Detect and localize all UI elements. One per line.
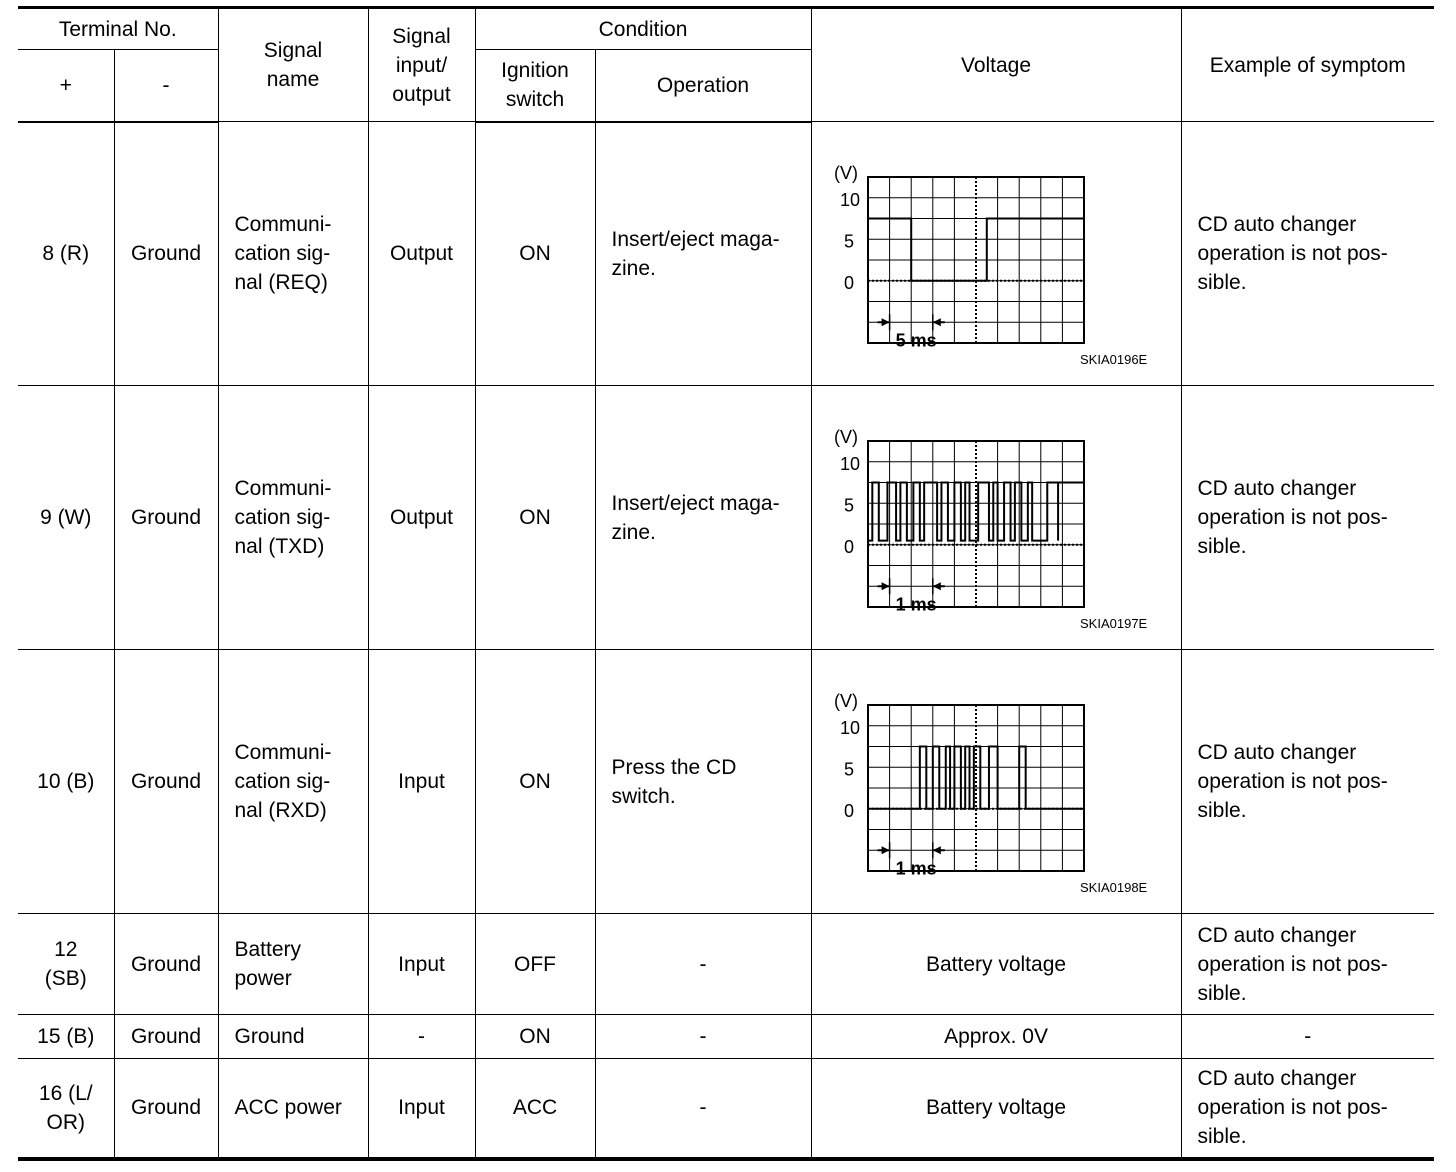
time-scale-label: 1 ms — [895, 858, 937, 879]
plus-cell: 12 (SB) — [18, 914, 114, 1015]
voltage-waveform-cell — [811, 386, 1181, 650]
signal-cell: Communi- cation sig- nal (REQ) — [218, 122, 368, 386]
minus-header: - — [114, 50, 218, 122]
io-cell: Input — [368, 914, 475, 1015]
io-cell: Output — [368, 386, 475, 650]
voltage-cell: Approx. 0V — [811, 1015, 1181, 1059]
voltage-cell: Battery voltage — [811, 1059, 1181, 1159]
ignition-cell: OFF — [475, 914, 595, 1015]
symptom-cell: - — [1181, 1015, 1434, 1059]
minus-cell: Ground — [114, 386, 218, 650]
signal-cell: Ground — [218, 1015, 368, 1059]
y-tick-label: 5 — [843, 231, 854, 252]
symptom-cell: CD auto changer operation is not pos- sible. — [1181, 122, 1434, 386]
oscilloscope-waveform — [812, 386, 1180, 648]
minus-cell: Ground — [114, 650, 218, 914]
unit-label: (V) — [833, 163, 858, 183]
symptom-cell: CD auto changer operation is not pos- sible. — [1181, 386, 1434, 650]
unit-label: (V) — [833, 427, 858, 447]
y-tick-label: 5 — [843, 759, 854, 780]
ignition-header: Ignition switch — [475, 50, 595, 122]
io-cell: Output — [368, 122, 475, 386]
voltage-waveform-cell — [811, 650, 1181, 914]
signal-name-header: Signal name — [218, 8, 368, 122]
table-row — [18, 122, 1434, 386]
operation-cell: Press the CD switch. — [595, 650, 811, 914]
terminal-table — [18, 6, 1434, 1161]
voltage-waveform-cell — [811, 122, 1181, 386]
symptom-cell: CD auto changer operation is not pos- sible. — [1181, 650, 1434, 914]
io-cell: - — [368, 1015, 475, 1059]
ignition-cell: ON — [475, 386, 595, 650]
operation-cell: - — [595, 1059, 811, 1159]
y-tick-label: 0 — [843, 536, 854, 557]
operation-cell: Insert/eject maga- zine. — [595, 386, 811, 650]
y-tick-label: 10 — [839, 453, 860, 474]
symptom-cell: CD auto changer operation is not pos- sible. — [1181, 1059, 1434, 1159]
plus-cell: 10 (B) — [18, 650, 114, 914]
symptom-header: Example of symptom — [1181, 8, 1434, 122]
io-cell: Input — [368, 650, 475, 914]
signal-io-header: Signal input/ output — [368, 8, 475, 122]
plus-cell: 16 (L/ OR) — [18, 1059, 114, 1159]
table-row — [18, 1059, 1434, 1159]
figure-code: SKIA0198E — [1079, 880, 1147, 895]
signal-cell: Communi- cation sig- nal (TXD) — [218, 386, 368, 650]
voltage-cell: Battery voltage — [811, 914, 1181, 1015]
figure-code: SKIA0197E — [1079, 616, 1147, 631]
operation-cell: Insert/eject maga- zine. — [595, 122, 811, 386]
y-tick-label: 5 — [843, 495, 854, 516]
signal-cell: Battery power — [218, 914, 368, 1015]
time-scale-label: 5 ms — [895, 330, 937, 351]
voltage-header: Voltage — [811, 8, 1181, 122]
ignition-cell: ACC — [475, 1059, 595, 1159]
y-tick-label: 0 — [843, 800, 854, 821]
operation-cell: - — [595, 1015, 811, 1059]
minus-cell: Ground — [114, 914, 218, 1015]
y-tick-label: 0 — [843, 272, 854, 293]
signal-cell: ACC power — [218, 1059, 368, 1159]
terminal-no-header: Terminal No. — [18, 8, 218, 50]
operation-header: Operation — [595, 50, 811, 122]
condition-header: Condition — [475, 8, 811, 50]
plus-cell: 8 (R) — [18, 122, 114, 386]
oscilloscope-waveform — [812, 122, 1180, 384]
io-cell: Input — [368, 1059, 475, 1159]
y-tick-label: 10 — [839, 717, 860, 738]
table-row — [18, 914, 1434, 1015]
oscilloscope-waveform — [812, 650, 1180, 912]
unit-label: (V) — [833, 691, 858, 711]
plus-cell: 9 (W) — [18, 386, 114, 650]
plus-cell: 15 (B) — [18, 1015, 114, 1059]
ignition-cell: ON — [475, 650, 595, 914]
signal-cell: Communi- cation sig- nal (RXD) — [218, 650, 368, 914]
plus-header: + — [18, 50, 114, 122]
symptom-cell: CD auto changer operation is not pos- sible. — [1181, 914, 1434, 1015]
table-row — [18, 650, 1434, 914]
table-row — [18, 386, 1434, 650]
minus-cell: Ground — [114, 122, 218, 386]
y-tick-label: 10 — [839, 189, 860, 210]
minus-cell: Ground — [114, 1059, 218, 1159]
table-row — [18, 1015, 1434, 1059]
figure-code: SKIA0196E — [1079, 352, 1147, 367]
operation-cell: - — [595, 914, 811, 1015]
ignition-cell: ON — [475, 122, 595, 386]
minus-cell: Ground — [114, 1015, 218, 1059]
time-scale-label: 1 ms — [895, 594, 937, 615]
ignition-cell: ON — [475, 1015, 595, 1059]
